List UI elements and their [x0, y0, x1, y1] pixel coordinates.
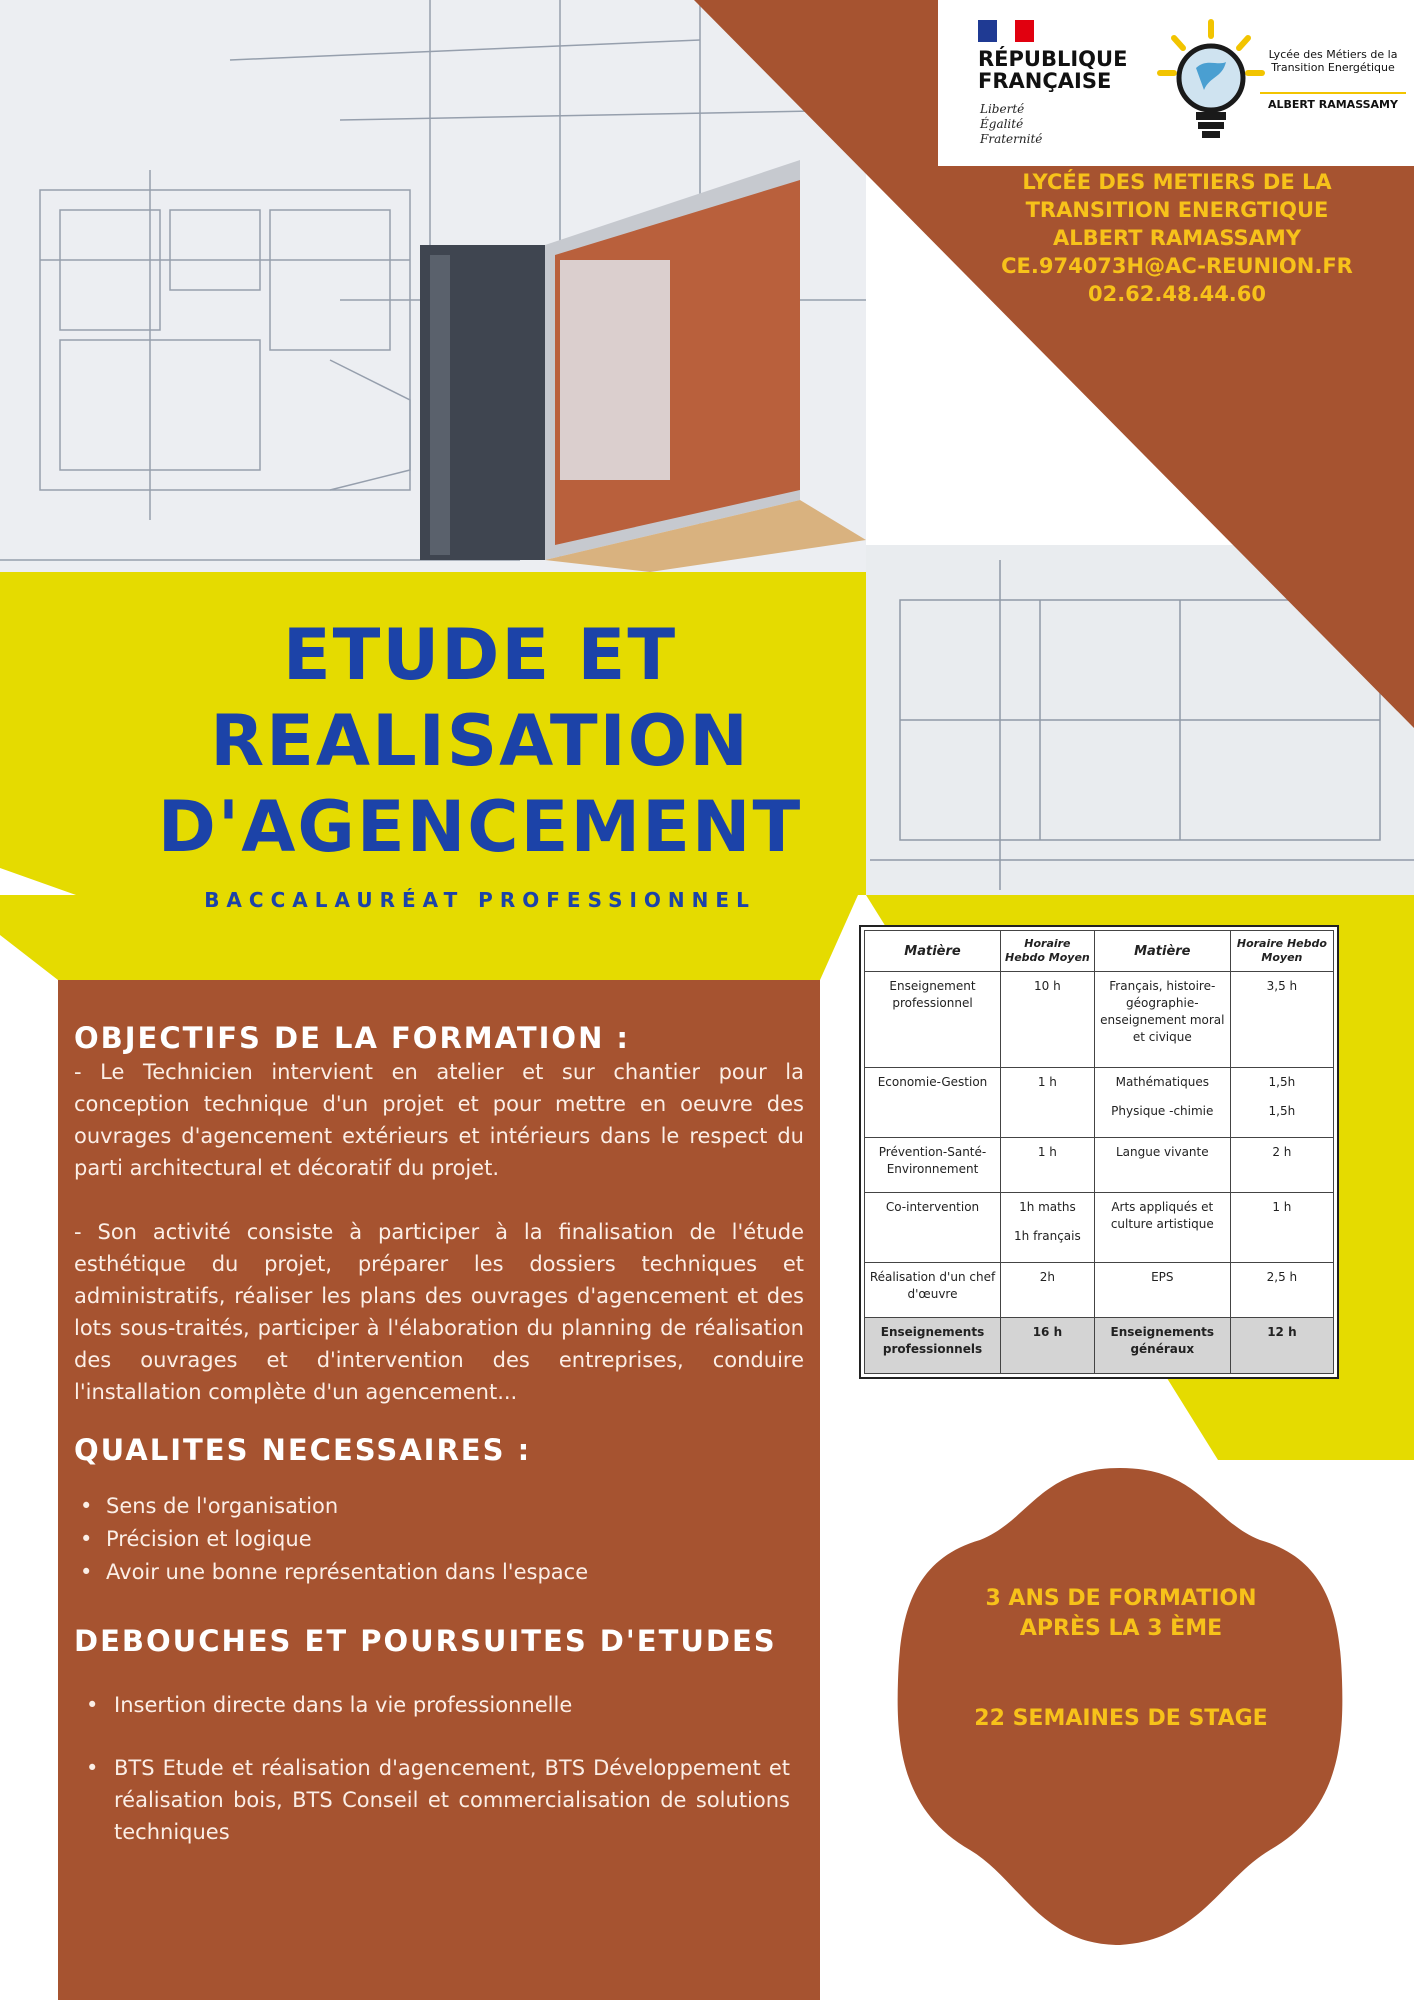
table-cell: Economie-Gestion — [865, 1067, 1001, 1137]
table-cell: Langue vivante — [1094, 1137, 1230, 1193]
table-row — [865, 1193, 1334, 1263]
badge-internship: 22 SEMAINES DE STAGE — [974, 1706, 1268, 1731]
contact-line: LYCÉE DES METIERS DE LA — [1022, 170, 1332, 194]
qualites-list — [74, 1490, 804, 1589]
table-cell: 3,5 h — [1230, 972, 1333, 1068]
objectifs-heading: OBJECTIFS DE LA FORMATION : — [74, 1021, 631, 1055]
header-cell: Matière — [865, 931, 1001, 972]
schedule-table — [859, 925, 1339, 1379]
table-cell: 1 h — [1001, 1067, 1095, 1137]
contact-line: ALBERT RAMASSAMY — [1052, 226, 1302, 250]
table-cell: 2h — [1001, 1262, 1095, 1318]
page-title: ETUDE ET REALISATION D'AGENCEMENT — [157, 614, 803, 868]
header-cell: Matière — [1094, 931, 1230, 972]
table-cell: 16 h — [1001, 1318, 1095, 1374]
header-cell: Horaire Hebdo Moyen — [1001, 931, 1095, 972]
republique-motto: Liberté Égalité Fraternité — [980, 102, 1043, 146]
table-cell: Français, histoire-géographie-enseignement moral et civique — [1094, 972, 1230, 1068]
list-item: • Précision et logique — [74, 1523, 804, 1556]
table-cell: 10 h — [1001, 972, 1095, 1068]
republique-francaise-logo — [958, 20, 1128, 150]
header-cell: Horaire Hebdo Moyen — [1230, 931, 1333, 972]
table-row — [865, 1262, 1334, 1318]
table-row — [865, 1137, 1334, 1193]
table-cell: Enseignements généraux — [1094, 1318, 1230, 1374]
table-total-row — [865, 1318, 1334, 1374]
table-cell: Mathématiques Physique -chimie — [1094, 1067, 1230, 1137]
lycee-logo — [1156, 18, 1406, 148]
table-cell: Enseignements professionnels — [865, 1318, 1001, 1374]
content-panel — [58, 980, 820, 2000]
header-logo-box — [938, 0, 1414, 166]
flag-icon — [978, 20, 1034, 42]
lycee-logo-name: ALBERT RAMASSAMY — [1260, 92, 1406, 111]
table-row — [865, 972, 1334, 1068]
table-cell: Co-intervention — [865, 1193, 1001, 1263]
table-cell: Enseignement professionnel — [865, 972, 1001, 1068]
list-item: • Insertion directe dans la vie professionnelle — [74, 1689, 804, 1722]
table-cell: 1 h — [1230, 1193, 1333, 1263]
table-cell: Réalisation d'un chef d'œuvre — [865, 1262, 1001, 1318]
table-cell: Arts appliqués et culture artistique — [1094, 1193, 1230, 1263]
contact-phone: 02.62.48.44.60 — [1087, 282, 1267, 306]
table-cell: 2 h — [1230, 1137, 1333, 1193]
page-subtitle: BACCALAURÉAT PROFESSIONNEL — [204, 888, 756, 912]
badge-duration: 3 ANS DE FORMATION APRÈS LA 3 ÈME — [985, 1586, 1257, 1641]
list-item: • BTS Etude et réalisation d'agencement, BTS Développement et réalisation bois, BTS Conseil et commercialisation de solutions techniques — [74, 1752, 804, 1848]
table-cell: EPS — [1094, 1262, 1230, 1318]
table-cell: 1,5h 1,5h — [1230, 1067, 1333, 1137]
list-item: • Sens de l'organisation — [74, 1490, 804, 1523]
table-cell: 12 h — [1230, 1318, 1333, 1374]
qualites-heading: QUALITES NECESSAIRES : — [74, 1433, 532, 1467]
list-item: • Avoir une bonne représentation dans l'espace — [74, 1556, 804, 1589]
table-cell: Prévention-Santé-Environnement — [865, 1137, 1001, 1193]
debouches-list — [74, 1689, 804, 1848]
table-cell: 1 h — [1001, 1137, 1095, 1193]
objectifs-paragraph: - Le Technicien intervient en atelier et sur chantier pour la conception technique d'un projet et pour mettre en oeuvre des ouvrages d'agencement extérieurs et intérieurs dans le respect du parti architectural et décoratif du projet. — [74, 1060, 804, 1180]
lightbulb-icon — [1156, 18, 1266, 148]
table-row — [865, 1067, 1334, 1137]
table-cell: 1h maths 1h français — [1001, 1193, 1095, 1263]
contact-info — [940, 168, 1414, 308]
lycee-logo-text: Lycée des Métiers de la Transition Energétique — [1268, 48, 1398, 74]
objectifs-paragraph: - Son activité consiste à participer à la finalisation de l'étude esthétique du projet, préparer les dossiers techniques et administratifs, réaliser les plans des ouvrages d'agencement et des lots sous-traités, participer à l'élaboration du planning de réalisation des ouvrages et d'intervention des entreprises, conduire l'installation complète d'un agencement... — [74, 1220, 804, 1404]
table-cell: 2,5 h — [1230, 1262, 1333, 1318]
contact-line: TRANSITION ENERGTIQUE — [1025, 198, 1329, 222]
contact-email: CE.974073H@AC-REUNION.FR — [1001, 254, 1353, 278]
republique-title: RÉPUBLIQUE FRANÇAISE — [978, 47, 1128, 93]
debouches-heading: DEBOUCHES ET POURSUITES D'ETUDES — [74, 1624, 777, 1658]
